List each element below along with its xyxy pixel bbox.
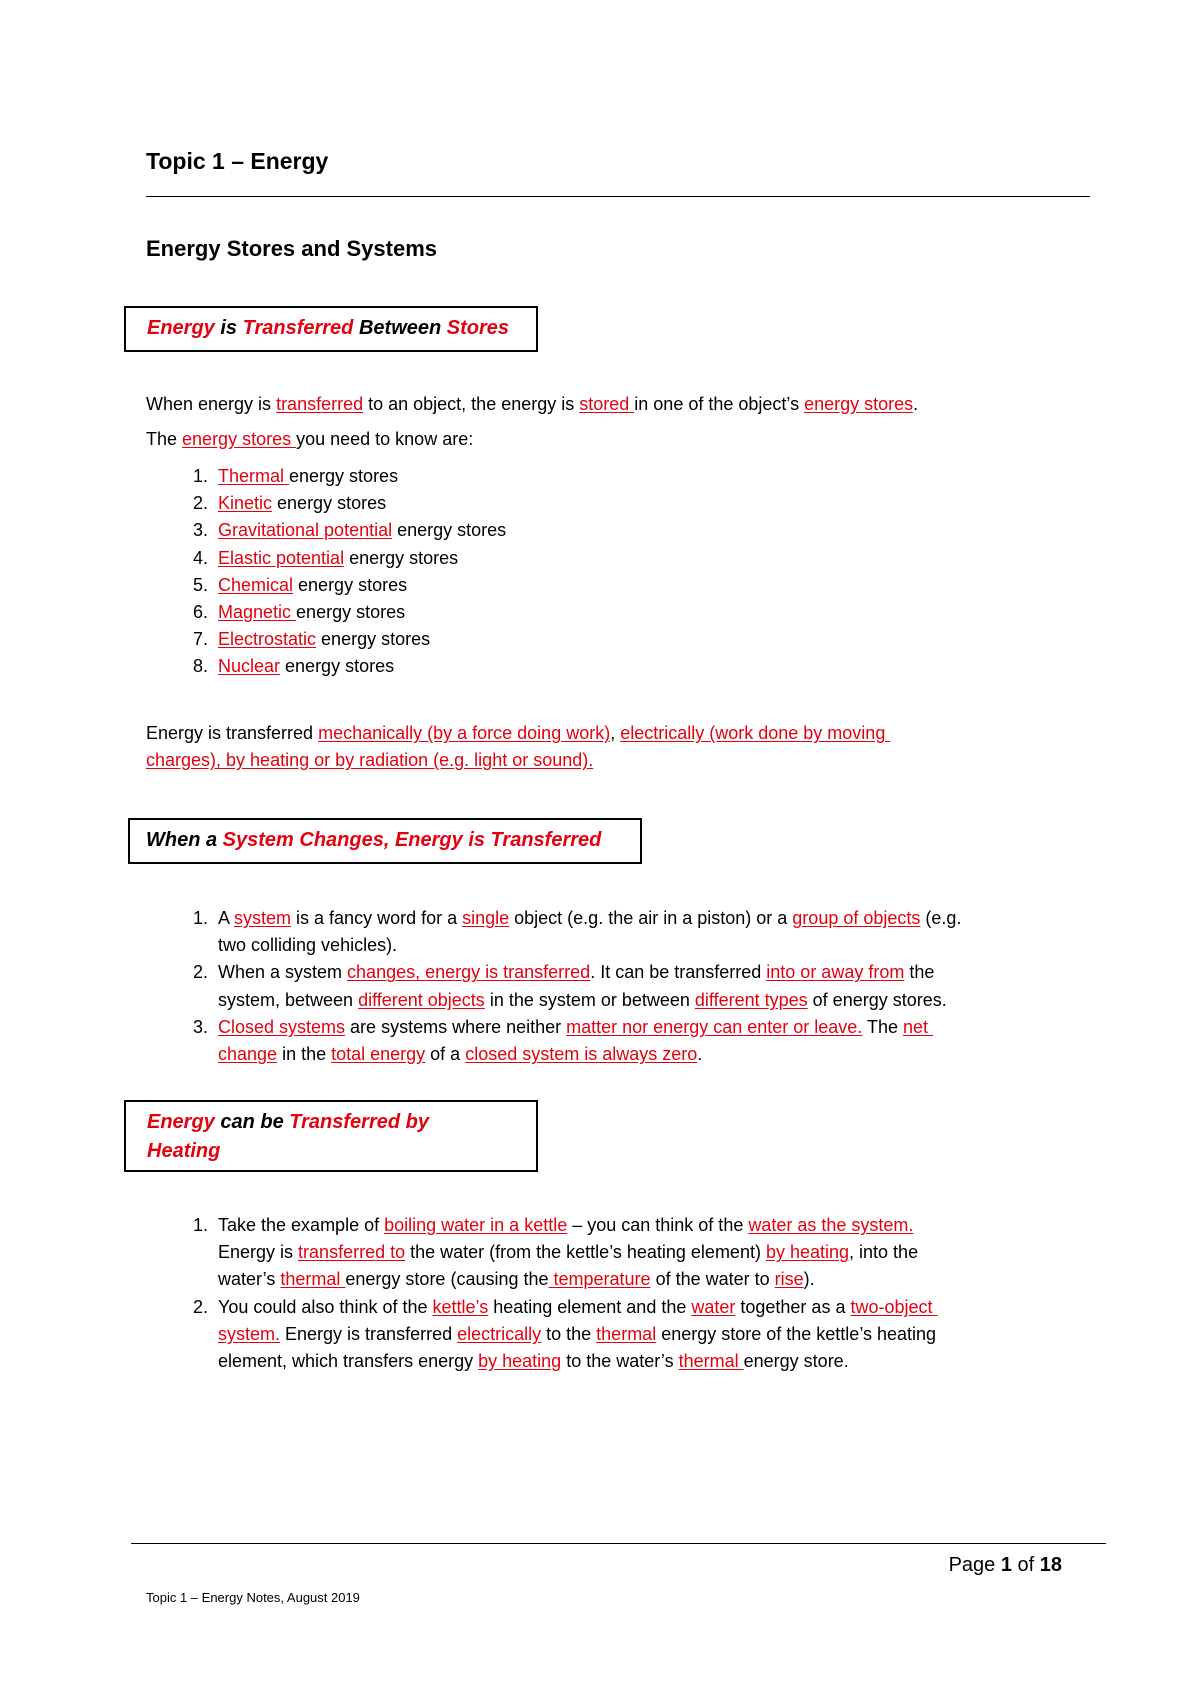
page-current: 1	[1000, 1554, 1012, 1576]
keyword: thermal	[596, 1323, 657, 1344]
text-run: When a system	[218, 962, 348, 983]
text-run: ,	[610, 723, 621, 743]
box3-word: Transferred by	[289, 1111, 429, 1133]
text-run: The	[146, 429, 183, 449]
text-run: Energy is	[218, 1242, 299, 1263]
text-run: to the water’s	[561, 1351, 679, 1372]
text-run: water’s	[218, 1269, 281, 1290]
list-number: 8.	[192, 656, 208, 677]
keyword: energy stores	[804, 394, 914, 414]
list-item	[192, 626, 506, 653]
keyword: rise	[774, 1269, 804, 1290]
keyword: total energy	[331, 1044, 426, 1065]
text-run: energy stores	[280, 656, 395, 677]
page-of: of	[1011, 1554, 1040, 1576]
list-number: 3.	[192, 1016, 208, 1037]
list-item	[192, 653, 506, 680]
transfer-paragraph-line-1	[146, 723, 890, 744]
list-number: 3.	[192, 520, 208, 541]
text-run: , into the	[849, 1242, 919, 1263]
list-item	[192, 599, 506, 626]
text-run: are systems where neither	[345, 1016, 567, 1037]
text-run: the	[904, 962, 935, 983]
keyword: boiling water in a kettle	[384, 1215, 568, 1235]
keyword: two-object	[850, 1296, 938, 1317]
box2-word: System Changes, Energy is Transferred	[222, 829, 602, 851]
keyword: Closed systems	[218, 1016, 346, 1037]
heating-list	[192, 1212, 938, 1375]
keyword: Magnetic	[218, 602, 297, 623]
text-run: ).	[803, 1269, 815, 1290]
text-run: . It can be transferred	[590, 962, 767, 983]
keyword: water as the system.	[748, 1215, 914, 1235]
text-run: When energy is	[146, 394, 277, 414]
list-number: 5.	[192, 574, 208, 595]
keyword: transferred to	[298, 1242, 406, 1263]
keyword: net	[903, 1016, 934, 1037]
intro-paragraph-2	[146, 429, 473, 450]
text-run: heating element and the	[488, 1296, 692, 1317]
box1-word: Energy	[147, 317, 215, 339]
keyword: transferred	[276, 394, 364, 414]
text-run: energy store of the kettle’s heating	[656, 1323, 937, 1344]
list-item	[192, 490, 506, 517]
keyword: Thermal	[218, 466, 290, 486]
text-run: (e.g.	[920, 908, 962, 928]
text-run: is a fancy word for a	[291, 908, 463, 928]
text-run: to the	[541, 1323, 597, 1344]
text-run: Energy is transferred	[280, 1323, 458, 1344]
keyword: different objects	[358, 989, 485, 1010]
text-run: two colliding vehicles).	[218, 935, 398, 956]
text-run: you need to know are:	[296, 429, 474, 449]
list-number: 2.	[192, 962, 208, 983]
text-run: energy store.	[743, 1351, 849, 1372]
section-title: Energy Stores and Systems	[146, 236, 438, 261]
keyword: Gravitational potential	[218, 520, 393, 541]
list-item	[192, 1294, 938, 1376]
text-run: energy stores	[296, 602, 406, 623]
text-run: energy stores	[272, 493, 387, 514]
keyword: by heating	[478, 1351, 562, 1372]
list-item	[192, 463, 506, 490]
text-run: .	[913, 394, 919, 414]
page-label: Page	[948, 1554, 1001, 1576]
list-number: 7.	[192, 629, 208, 650]
list-number: 2.	[192, 1296, 208, 1317]
text-run: energy store (causing the	[345, 1269, 549, 1290]
text-run: energy stores	[392, 520, 507, 541]
document-title: Topic 1 – Energy	[146, 148, 329, 174]
keyword: Electrostatic	[218, 629, 317, 650]
box3-word: Energy	[147, 1111, 215, 1133]
list-number: 6.	[192, 602, 208, 623]
heading-box-system-changes	[128, 818, 642, 864]
keyword: energy stores	[182, 429, 297, 449]
text-run: together as a	[735, 1296, 851, 1317]
box1-word: is	[214, 317, 243, 339]
keyword: temperature	[548, 1269, 651, 1290]
footer-doc-label: Topic 1 – Energy Notes, August 2019	[146, 1590, 360, 1605]
box1-word: Between	[353, 317, 447, 339]
keyword: stored	[579, 394, 635, 414]
text-run: You could also think of the	[218, 1296, 433, 1317]
box2-word: When a	[146, 829, 223, 851]
keyword: change	[218, 1044, 278, 1065]
box3-word: Heating	[147, 1140, 221, 1162]
text-run: energy stores	[289, 466, 399, 486]
keyword: Elastic potential	[218, 547, 345, 568]
text-run: energy stores	[293, 574, 408, 595]
keyword: matter nor energy can enter or leave.	[566, 1016, 863, 1037]
text-run: system, between	[218, 989, 359, 1010]
list-number: 1.	[192, 1215, 208, 1235]
box1-word: Stores	[446, 317, 510, 339]
keyword: charges), by heating or by radiation (e.g. light or sound).	[146, 750, 594, 770]
keyword: electrically (work done by moving	[620, 723, 891, 743]
list-item	[192, 905, 962, 959]
system-list	[192, 905, 962, 1068]
text-run: element, which transfers energy	[218, 1351, 479, 1372]
box1-word: Transferred	[242, 317, 354, 339]
text-run: to an object, the energy is	[363, 394, 580, 414]
text-run: in the	[277, 1044, 332, 1065]
box3-word: can be	[214, 1111, 290, 1133]
keyword: single	[462, 908, 510, 928]
keyword: Nuclear	[218, 656, 281, 677]
heading-box-energy-transferred	[124, 306, 538, 352]
intro-paragraph-1	[146, 394, 918, 415]
text-run: Take the example of	[218, 1215, 385, 1235]
keyword: Kinetic	[218, 493, 273, 514]
text-run: the water (from the kettle’s heating element)	[405, 1242, 766, 1263]
keyword: into or away from	[766, 962, 905, 983]
keyword: by heating	[765, 1242, 850, 1263]
keyword: group of objects	[792, 908, 921, 928]
list-number: 1.	[192, 466, 208, 486]
list-item	[192, 572, 506, 599]
page-total: 18	[1039, 1554, 1062, 1576]
keyword: system.	[218, 1323, 281, 1344]
footer-rule	[131, 1543, 1106, 1544]
keyword: Chemical	[218, 574, 294, 595]
keyword: different types	[694, 989, 808, 1010]
transfer-paragraph-line-2	[146, 750, 593, 771]
text-run: energy stores	[344, 547, 459, 568]
text-run: of energy stores.	[807, 989, 947, 1010]
text-run: A	[218, 908, 235, 928]
keyword: kettle’s	[432, 1296, 489, 1317]
text-run: energy stores	[316, 629, 431, 650]
list-number: 4.	[192, 547, 208, 568]
keyword: closed system is always zero	[465, 1044, 698, 1065]
text-run: Energy is transferred	[146, 723, 319, 743]
list-item	[192, 517, 507, 544]
keyword: mechanically (by a force doing work)	[318, 723, 611, 743]
header-rule	[146, 196, 1090, 197]
text-run: in one of the object’s	[634, 394, 805, 414]
text-run: of the water to	[650, 1269, 775, 1290]
list-item	[192, 1212, 938, 1294]
text-run: The	[862, 1016, 903, 1037]
keyword: electrically	[457, 1323, 542, 1344]
keyword: thermal	[280, 1269, 346, 1290]
list-item	[192, 959, 961, 1013]
energy-stores-list	[192, 463, 507, 681]
keyword: thermal	[678, 1351, 744, 1372]
text-run: of a	[425, 1044, 466, 1065]
keyword: system	[234, 908, 292, 928]
heading-box-transferred-by-heating	[124, 1100, 538, 1172]
text-run: – you can think of the	[567, 1215, 749, 1235]
list-item	[192, 545, 506, 572]
list-number: 1.	[192, 908, 208, 928]
list-number: 2.	[192, 493, 208, 514]
keyword: changes, energy is transferred	[347, 962, 591, 983]
list-item	[192, 1014, 961, 1068]
text-run: object (e.g. the air in a piston) or a	[509, 908, 793, 928]
text-run: .	[697, 1044, 703, 1065]
page-number	[949, 1554, 1062, 1577]
text-run: in the system or between	[484, 989, 695, 1010]
keyword: water	[691, 1296, 736, 1317]
